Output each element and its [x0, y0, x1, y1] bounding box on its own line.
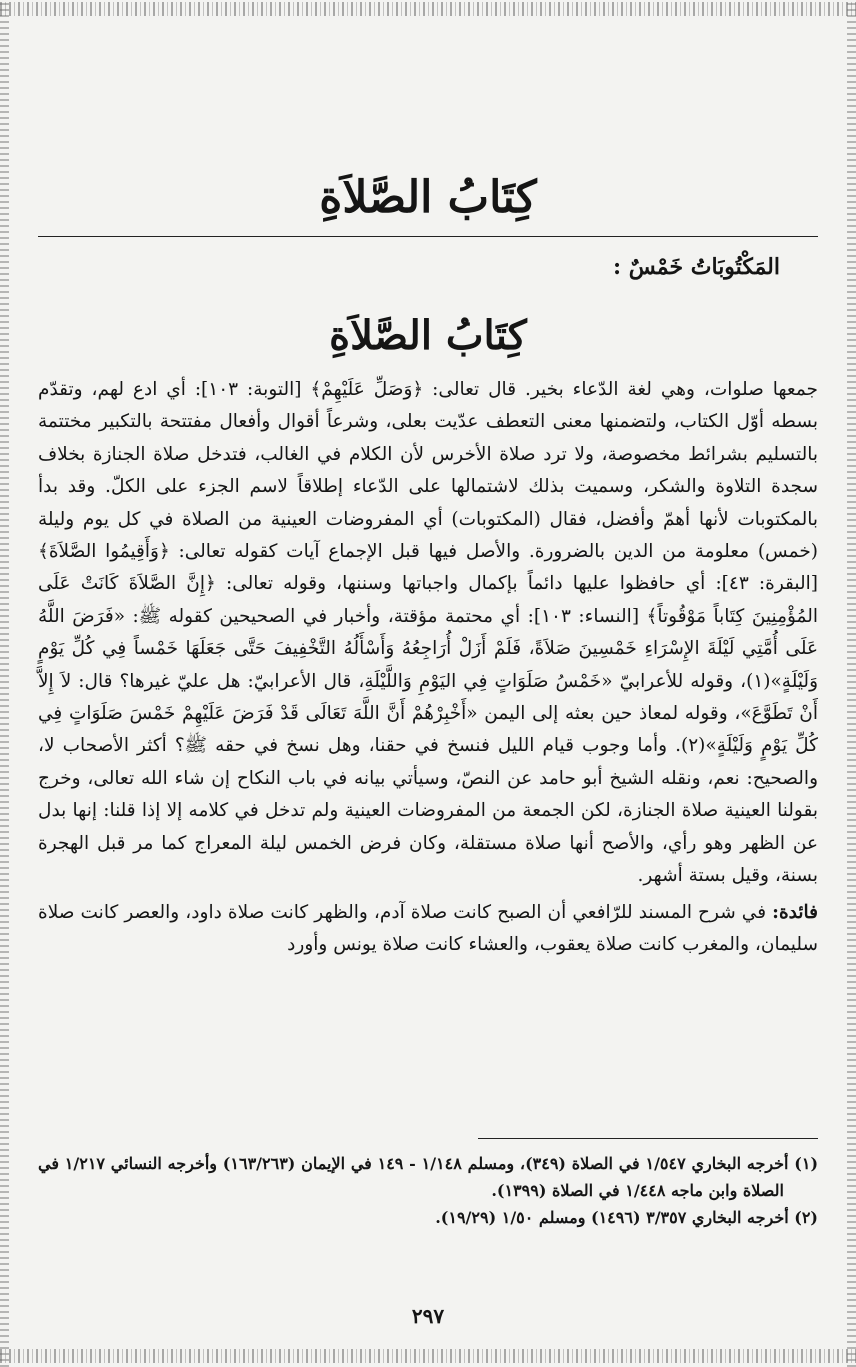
- matn-text: المَكْتُوبَاتُ خَمْسٌ :: [612, 254, 780, 280]
- footnote-1: (١) أخرجه البخاري ١/٥٤٧ في الصلاة (٣٤٩)، ومسلم ١/١٤٨ - ١٤٩ في الإيمان (١٦٣/٢٦٣) وأخرجه النسائي ١/٢١٧ في الصلاة وابن ماجه ١/٤٤٨ في الصلاة (١٣٩٩).: [38, 1154, 819, 1200]
- faida-paragraph: [38, 897, 818, 962]
- faida-text: في شرح المسند للرّافعي أن الصبح كانت صلاة آدم، والظهر كانت صلاة داود، والعصر كانت صلاة سليمان، والمغرب كانت صلاة يعقوب، والعشاء كانت صلاة يونس وأورد: [38, 901, 818, 955]
- decorative-border-bottom: [0, 1349, 856, 1363]
- page-number: ٢٩٧: [411, 1304, 445, 1328]
- decorative-border-top: [0, 2, 856, 16]
- decorative-border-left: [0, 0, 9, 1367]
- faida-label: فائدة:: [772, 901, 818, 923]
- decorative-border-right: [847, 0, 856, 1367]
- commentary-paragraph: جمعها صلوات، وهي لغة الدّعاء بخير. قال تعالى: ﴿وَصَلِّ عَلَيْهِمْ﴾ [التوبة: ١٠٣]: أي ادع لهم، وتقدّم بسطه أوّل الكتاب، ولتضمنها معنى التعطف عدّيت بعلى، وشرعاً أقوال وأفعال مفتتحة بالتكبير مختتمة بالتسليم بشرائط مخصوصة، ولا ترد صلاة الأخرس لأن الكلام في الغالب، فتدخل صلاة الجنازة بخلاف سجدة التلاوة والشكر، وسميت بذلك لاشتمالها على الدّعاء إطلاقاً لاسم الجزء على الكلّ. وقد بدأ بالمكتوبات لأنها أهمّ وأفضل، فقال (المكتوبات) أي المفروضات العينية من الصلاة في كل يوم وليلة (خمس) معلومة من الدين بالضرورة. والأصل فيها قبل الإجماع آيات كقوله تعالى: ﴿وَأَقِيمُوا الصَّلاَةَ﴾ [البقرة: ٤٣]: أي حافظوا عليها دائماً بإكمال واجباتها وسننها، وقوله تعالى: ﴿إِنَّ الصَّلاَةَ كَانَتْ عَلَى المُؤْمِنِينَ كِتَاباً مَوْقُوتاً﴾ [النساء: ١٠٣]: أي محتمة مؤقتة، وأخبار في الصحيحين كقوله ﷺ: «فَرَضَ اللَّهُ عَلَى أُمَّتِي لَيْلَةَ الإِسْرَاءِ خَمْسِينَ صَلاَةً، فَلَمْ أَزَلْ أُرَاجِعُهُ وَأَسْأَلُهُ التَّخْفِيفَ حَتَّى جَعَلَهَا خَمْساً فِي كُلِّ يَوْمٍ وَلَيْلَةٍ»(١)، وقوله للأعرابيّ «خَمْسُ صَلَوَاتٍ فِي اليَوْمِ وَاللَّيْلَةِ، قال الأعرابيّ: هل عليّ غيرها؟ قال: لاَ إِلاَّ أَنْ تَطَوَّعَ»، وقوله لمعاذ حين بعثه إلى اليمن «أَخْبِرْهُمْ أَنَّ اللَّهَ تَعَالَى قَدْ فَرَضَ عَلَيْهِمْ خَمْسَ صَلَوَاتٍ فِي كُلِّ يَوْمٍ وَلَيْلَةٍ»(٢). وأما وجوب قيام الليل فنسخ في حقنا، وهل نسخ في حقه ﷺ؟ أكثر الأصحاب لا، والصحيح: نعم، ونقله الشيخ أبو حامد عن النصّ، وسيأتي بيانه في باب النكاح إن شاء الله تعالى، وخرج بقولنا العينية صلاة الجنازة، لكن الجمعة من المفروضات العينية ولم تدخل في كلامه إلا إذا قلنا: إنها بدل عن الظهر وهو رأي، والأصح أنها صلاة مستقلة، وكان فرض الخمس ليلة المعراج كما مر قبل الهجرة بسنة، وقيل بستة أشهر.: [38, 379, 819, 887]
- header-rule: [38, 236, 818, 237]
- commentary-body: [38, 374, 818, 961]
- footnotes: [38, 1150, 818, 1231]
- book-title: كِتَابُ الصَّلاَةِ: [319, 172, 537, 223]
- chapter-title: كِتَابُ الصَّلاَةِ: [329, 312, 527, 359]
- footnote-2: (٢) أخرجه البخاري ٣/٣٥٧ (١٤٩٦) ومسلم ١/٥٠ (١٩/٢٩).: [435, 1208, 818, 1227]
- footnote-rule: [478, 1138, 818, 1139]
